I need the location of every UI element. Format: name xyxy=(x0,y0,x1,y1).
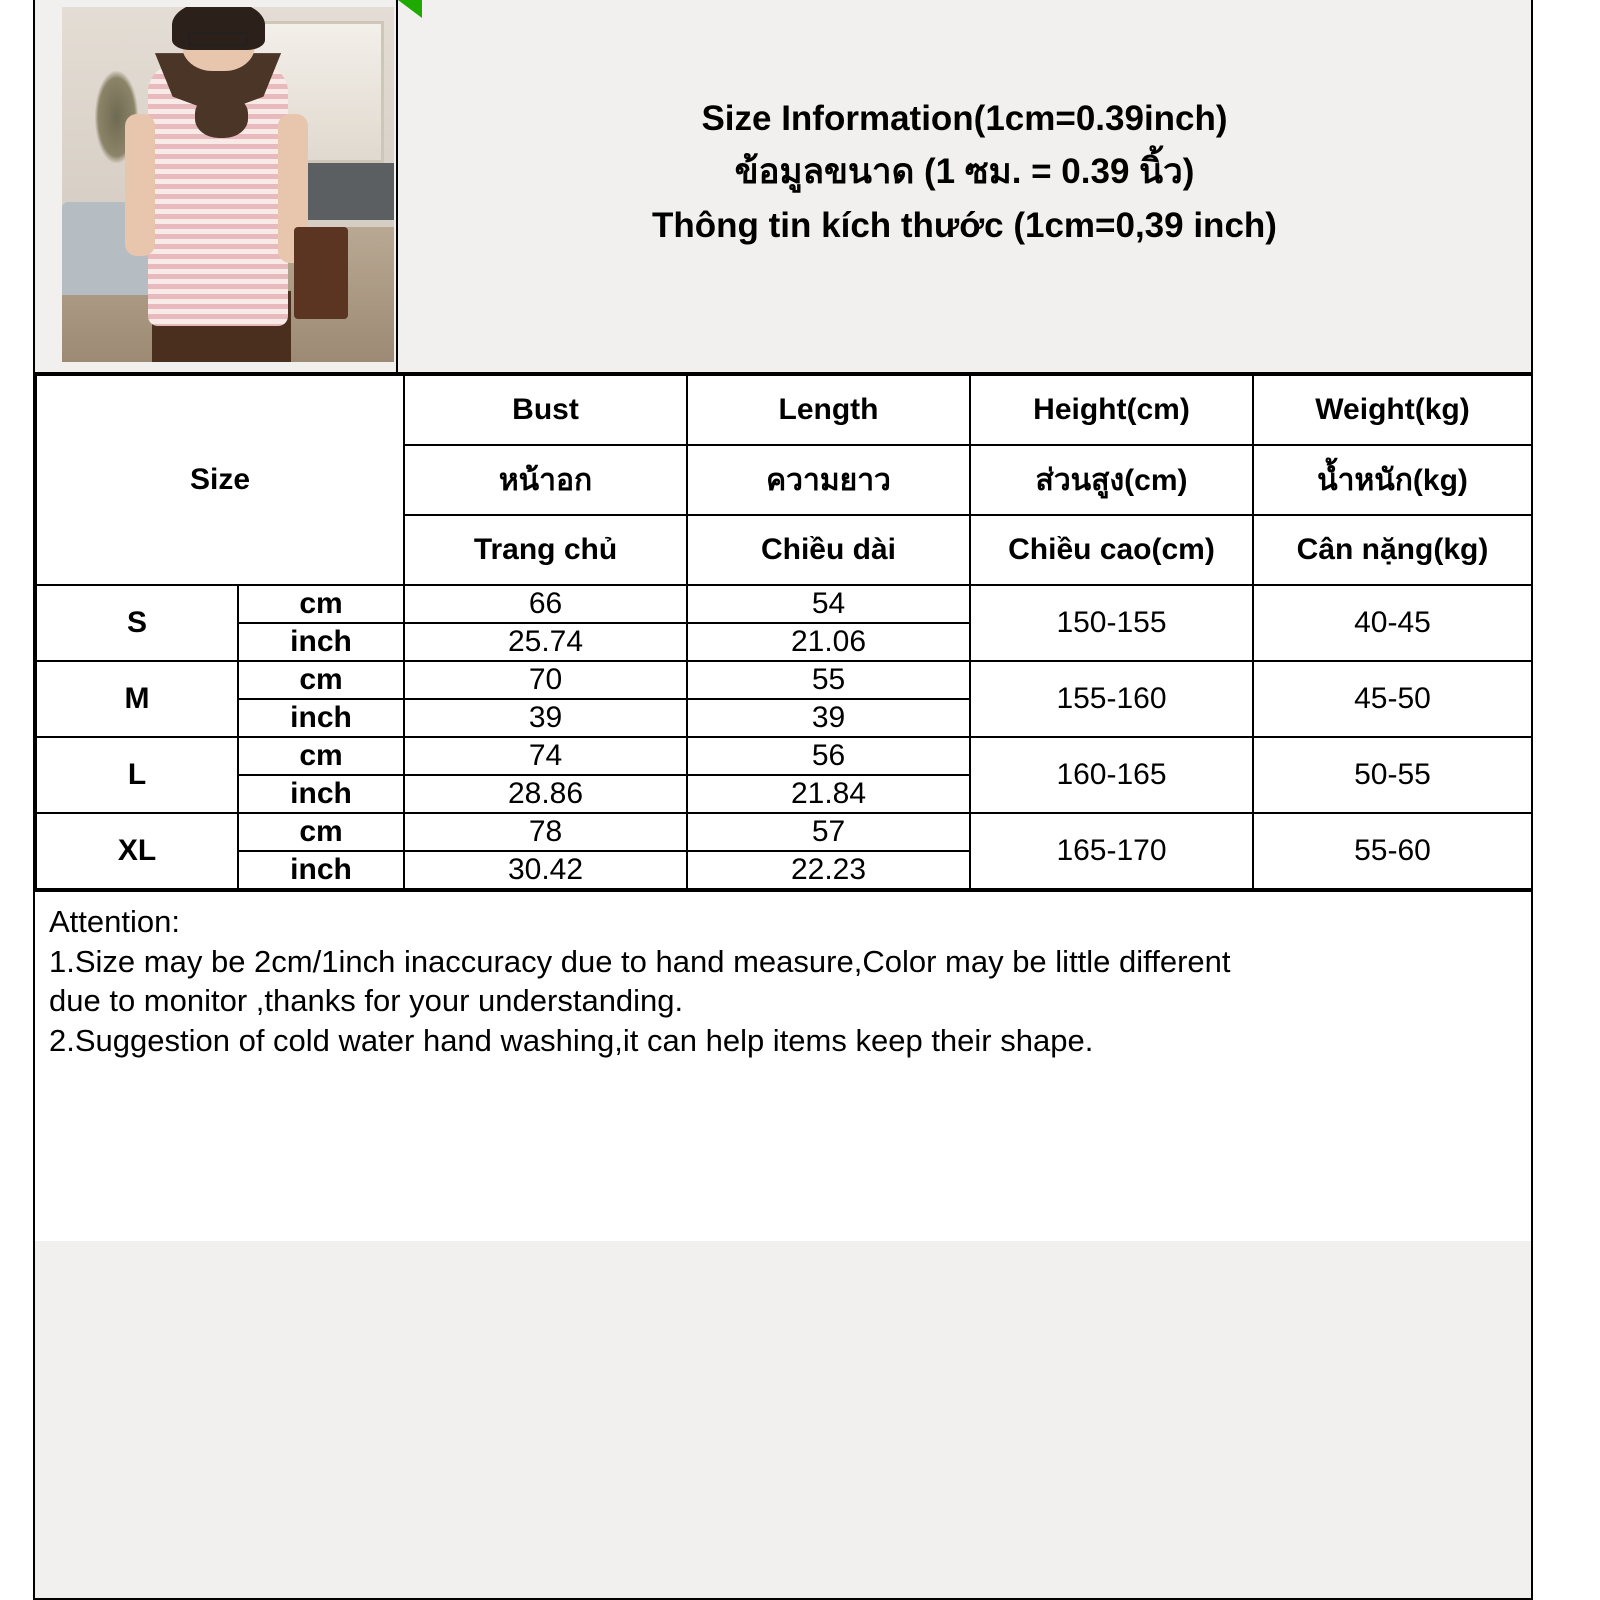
attention-heading: Attention: xyxy=(49,904,180,939)
bust-cm-s: 66 xyxy=(404,585,687,623)
title-line-vi: Thông tin kích thước (1cm=0,39 inch) xyxy=(652,205,1277,245)
size-chart-sheet xyxy=(33,0,1533,1600)
bust-inch-m: 39 xyxy=(404,699,687,737)
length-cm-l: 56 xyxy=(687,737,970,775)
table-row xyxy=(36,661,1532,699)
length-inch-l: 21.84 xyxy=(687,775,970,813)
bust-inch-xl: 30.42 xyxy=(404,851,687,889)
unit-cm-xl: cm xyxy=(238,813,404,851)
table-row xyxy=(36,737,1532,775)
column-header-length-en: Length xyxy=(687,375,970,445)
attention-note-2: 2.Suggestion of cold water hand washing,it can help items keep their shape. xyxy=(49,1023,1094,1059)
blank-space xyxy=(35,1061,1531,1241)
size-header-cell: Size xyxy=(36,375,404,585)
column-header-height-vi: Chiều cao(cm) xyxy=(970,515,1253,585)
length-cm-s: 54 xyxy=(687,585,970,623)
unit-inch-m: inch xyxy=(238,699,404,737)
column-header-length-th: ความยาว xyxy=(687,445,970,515)
column-header-bust-vi: Trang chủ xyxy=(404,515,687,585)
column-header-weight-vi: Cân nặng(kg) xyxy=(1253,515,1532,585)
attention-note-1a: 1.Size may be 2cm/1inch inaccuracy due to hand measure,Color may be little different xyxy=(49,943,1231,979)
length-inch-xl: 22.23 xyxy=(687,851,970,889)
row-size-label-m: M xyxy=(36,661,238,737)
weight-range-xl: 55-60 xyxy=(1253,813,1532,889)
length-inch-m: 39 xyxy=(687,699,970,737)
bust-inch-s: 25.74 xyxy=(404,623,687,661)
unit-inch-l: inch xyxy=(238,775,404,813)
column-header-bust-th: หน้าอก xyxy=(404,445,687,515)
photo-model-knot xyxy=(195,96,248,139)
height-range-l: 160-165 xyxy=(970,737,1253,813)
title-cell xyxy=(398,0,1531,372)
unit-cm-s: cm xyxy=(238,585,404,623)
length-cm-xl: 57 xyxy=(687,813,970,851)
table-row xyxy=(36,813,1532,851)
size-table xyxy=(35,374,1533,890)
product-photo xyxy=(62,7,394,362)
column-header-weight-th: น้ำหนัก(kg) xyxy=(1253,445,1532,515)
attention-body xyxy=(35,892,1531,1061)
row-size-label-xl: XL xyxy=(36,813,238,889)
row-size-label-l: L xyxy=(36,737,238,813)
unit-inch-xl: inch xyxy=(238,851,404,889)
column-header-height-en: Height(cm) xyxy=(970,375,1253,445)
attention-section xyxy=(35,890,1531,1241)
row-size-label-s: S xyxy=(36,585,238,661)
bust-cm-m: 70 xyxy=(404,661,687,699)
height-range-s: 150-155 xyxy=(970,585,1253,661)
photo-model-left-arm xyxy=(125,114,155,256)
weight-range-l: 50-55 xyxy=(1253,737,1532,813)
length-cm-m: 55 xyxy=(687,661,970,699)
header-band xyxy=(35,0,1531,374)
title-line-th: ข้อมูลขนาด (1 ซม. = 0.39 นิ้ว) xyxy=(734,152,1195,192)
column-header-weight-en: Weight(kg) xyxy=(1253,375,1532,445)
title-line-en: Size Information(1cm=0.39inch) xyxy=(701,99,1228,139)
photo-model-bag xyxy=(294,227,347,319)
unit-cm-m: cm xyxy=(238,661,404,699)
bust-cm-l: 74 xyxy=(404,737,687,775)
bust-inch-l: 28.86 xyxy=(404,775,687,813)
height-range-m: 155-160 xyxy=(970,661,1253,737)
length-inch-s: 21.06 xyxy=(687,623,970,661)
attention-note-1b: due to monitor ,thanks for your understanding. xyxy=(49,983,684,1019)
product-photo-cell xyxy=(35,0,398,372)
weight-range-s: 40-45 xyxy=(1253,585,1532,661)
unit-inch-s: inch xyxy=(238,623,404,661)
column-header-length-vi: Chiều dài xyxy=(687,515,970,585)
unit-cm-l: cm xyxy=(238,737,404,775)
table-row xyxy=(36,585,1532,623)
table-header-row-en xyxy=(36,375,1532,445)
glasses-icon xyxy=(188,32,248,46)
weight-range-m: 45-50 xyxy=(1253,661,1532,737)
column-header-height-th: ส่วนสูง(cm) xyxy=(970,445,1253,515)
height-range-xl: 165-170 xyxy=(970,813,1253,889)
column-header-bust-en: Bust xyxy=(404,375,687,445)
bust-cm-xl: 78 xyxy=(404,813,687,851)
